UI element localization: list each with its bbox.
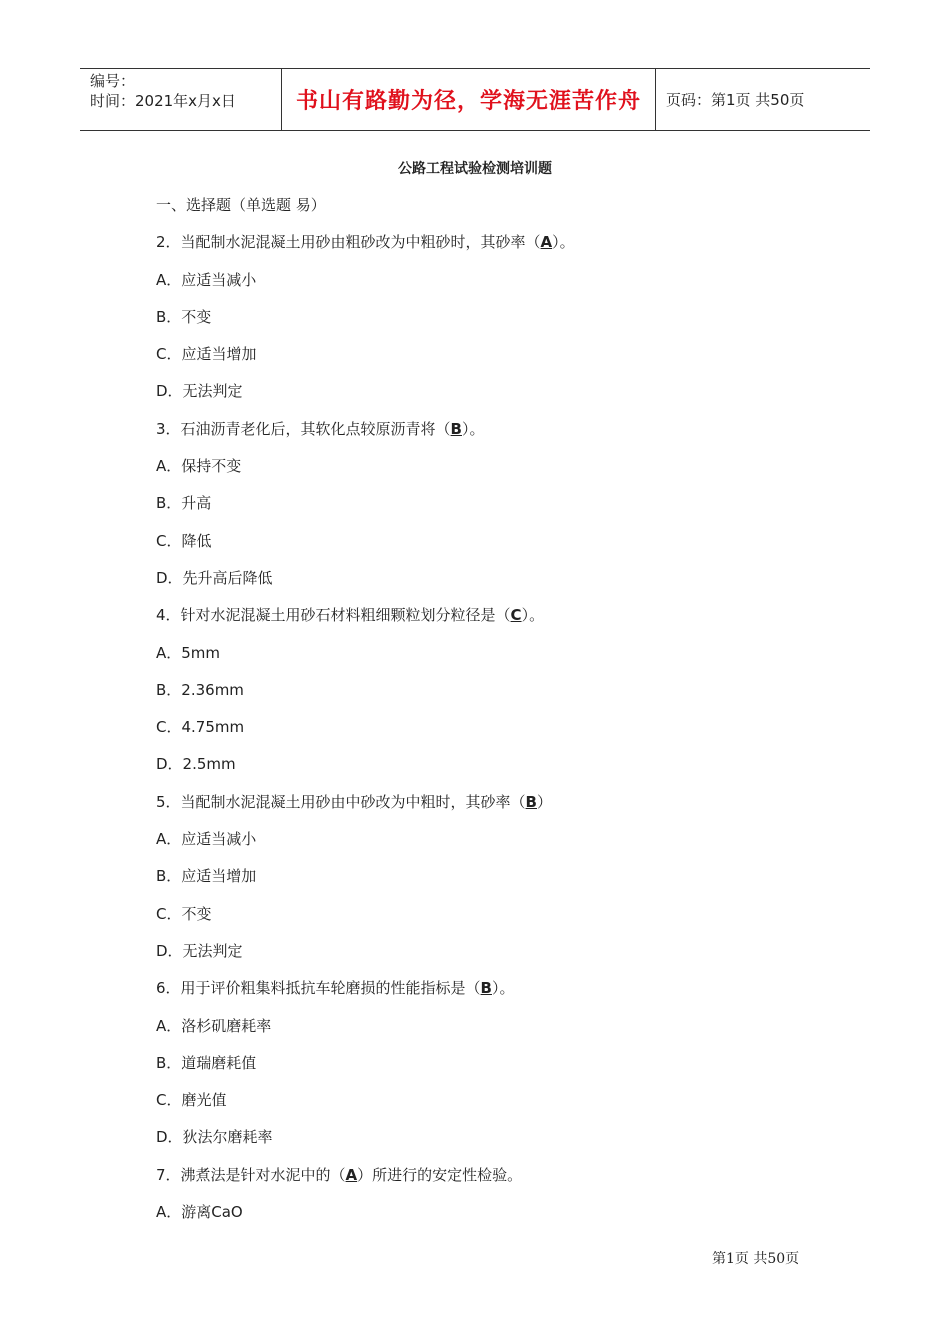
header-meta [80,69,282,130]
question-stem [156,417,856,454]
question-stem [156,790,856,827]
answer-option: C．降低 [156,531,212,550]
document-title: 公路工程试验检测培训题 [398,161,552,177]
question-text-tail: ）。 [461,419,485,438]
answer-option: D．2.5mm [156,755,236,774]
answer-option: C．4.75mm [156,718,245,737]
question-text-tail: ）。 [521,606,545,625]
answer-option: B．升高 [156,494,212,513]
answer-option: D．无法判定 [156,382,243,401]
answer-option: D．先升高后降低 [156,568,273,587]
date-label: 时间：2021年x月x日 [90,92,236,110]
question-text-tail: ）。 [491,979,515,998]
page-footer: 第1页 共50页 [712,1251,800,1267]
answer-key: A [345,1165,358,1184]
section-heading: 一、选择题（单选题 易） [156,196,326,214]
answer-key: C [510,606,522,625]
answer-option: A．游离CaO [156,1203,243,1222]
question-stem [156,976,856,1013]
serial-label: 编号： [90,72,136,90]
question-text: 4．针对水泥混凝土用砂石材料粗细颗粒划分粒径是（ [156,606,511,625]
question-stem [156,1163,856,1200]
question-stem [156,230,856,267]
page-header [80,68,870,131]
answer-option: A．应适当减小 [156,830,257,849]
answer-key: B [480,979,492,998]
question-text: 5．当配制水泥混凝土用砂由中砂改为中粗时，其砂率（ [156,792,526,811]
question-text-tail: ） [536,792,552,811]
header-page-cell [656,69,870,130]
answer-option: C．磨光值 [156,1091,227,1110]
question-text: 7．沸煮法是针对水泥中的（ [156,1165,346,1184]
motto-text: 书山有路勤为径，学海无涯苦作舟 [295,88,641,114]
question-text: 3．石油沥青老化后，其软化点较原沥青将（ [156,419,451,438]
page-info: 页码：第1页 共50页 [666,91,805,109]
question-list [156,193,856,1237]
question-text-tail: ）。 [552,233,575,252]
answer-key: A [540,233,553,252]
question-text-tail: ）所进行的安定性检验。 [357,1165,523,1184]
answer-option: A．保持不变 [156,457,242,476]
question-text: 6．用于评价粗集料抵抗车轮磨损的性能指标是（ [156,979,481,998]
question-stem [156,603,856,640]
answer-option: D．狄法尔磨耗率 [156,1128,273,1147]
question-text: 2．当配制水泥混凝土用砂由粗砂改为中粗砂时，其砂率（ [156,233,541,252]
answer-option: A．5mm [156,643,221,662]
answer-option: D．无法判定 [156,941,243,960]
answer-option: A．洛杉矶磨耗率 [156,1016,272,1035]
header-motto-cell [282,69,656,130]
answer-option: A．应适当减小 [156,270,257,289]
answer-key: B [525,792,537,811]
answer-option: C．应适当增加 [156,345,257,364]
answer-option: B．应适当增加 [156,867,257,886]
answer-option: B．道瑞磨耗值 [156,1053,257,1072]
answer-key: B [450,419,462,438]
answer-option: C．不变 [156,904,212,923]
answer-option: B．2.36mm [156,680,244,699]
answer-option: B．不变 [156,307,212,326]
